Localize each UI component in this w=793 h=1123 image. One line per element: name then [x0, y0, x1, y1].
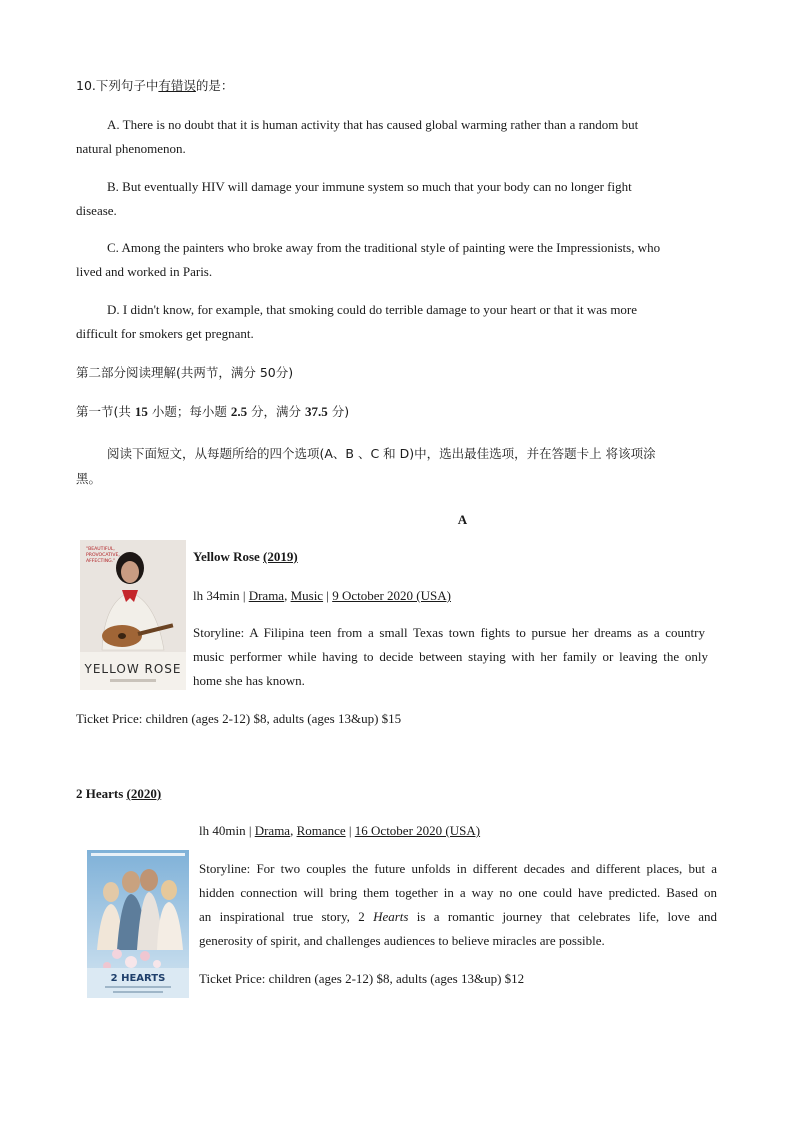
- separator: |: [345, 823, 355, 838]
- section1-heading: [76, 403, 349, 421]
- poster-title: YELLOW ROSE: [84, 662, 182, 676]
- option-b-line1: B. But eventually HIV will damage your immune system so much that your body can no longer fight: [107, 179, 632, 194]
- 2-hearts-poster: [87, 850, 189, 998]
- section1-total: 37.5: [305, 404, 328, 419]
- movie2-release-date[interactable]: 16 October 2020 (USA): [354, 823, 481, 838]
- instruction-line1: 阅读下面短文，从每题所给的四个选项(A、B 、C 和 D)中，选出最佳选项，并在答题卡上 将该项涂: [107, 446, 656, 461]
- storyline-text: an inspirational true story, 2: [199, 909, 374, 924]
- movie2-genre-romance[interactable]: Romance: [296, 823, 346, 838]
- movie2-meta: [199, 822, 480, 840]
- poster-quote-line1: "BEAUTIFUL,: [86, 547, 115, 552]
- movie2-storyline-line3: [199, 908, 717, 926]
- movie2-storyline-line2: hidden connection will bring them together in a way no one could have predicted. Based on: [199, 885, 717, 900]
- movie2-storyline-line1: Storyline: For two couples the future unfolds in different decades and different places, but a: [199, 861, 717, 876]
- section1-text: 分): [327, 404, 350, 419]
- movie1-genre-music[interactable]: Music: [290, 588, 324, 603]
- option-c-line2: lived and worked in Paris.: [76, 264, 213, 279]
- separator: ,: [290, 823, 297, 838]
- poster-quote-line3: AFFECTING.": [86, 559, 116, 564]
- movie1-runtime: lh 34min |: [193, 588, 249, 603]
- movie1-storyline-line1: Storyline: A Filipina teen from a small Texas town fights to pursue her dreams as a country: [193, 625, 705, 640]
- movie1-storyline-line3: home she has known.: [193, 673, 305, 688]
- part2-heading: 第二部分阅读理解(共两节，满分 50分): [76, 365, 294, 380]
- movie2-storyline-line4: generosity of spirit, and challenges audiences to believe miracles are possible.: [199, 933, 605, 948]
- question-prefix: 10.下列句子中: [76, 78, 159, 93]
- movie2-year[interactable]: (2020): [126, 786, 162, 801]
- movie1-ticket-price: Ticket Price: children (ages 2-12) $8, adults (ages 13&up) $15: [76, 711, 402, 726]
- movie1-storyline-line2: music performer while having to decide between staying with her family or leaving the only: [193, 649, 708, 664]
- option-d-line2: difficult for smokers get pregnant.: [76, 326, 254, 341]
- option-d-line1: D. I didn't know, for example, that smoking could do terrible damage to your heart or that it was more: [107, 302, 638, 317]
- storyline-italic-title: Hearts: [373, 909, 409, 924]
- movie2-genre-drama[interactable]: Drama: [254, 823, 291, 838]
- movie2-title: 2 Hearts: [76, 786, 124, 801]
- section1-score: 2.5: [230, 404, 248, 419]
- option-c-line1: C. Among the painters who broke away from the traditional style of painting were the Impressionists, who: [107, 240, 661, 255]
- section1-text: 分，满分: [247, 404, 306, 419]
- movie1-year[interactable]: (2019): [263, 549, 298, 564]
- poster-title: 2 HEARTS: [110, 973, 166, 984]
- option-b-line2: disease.: [76, 203, 117, 218]
- poster-quote-line2: PROVOCATIVE,: [86, 553, 120, 558]
- storyline-text: is a romantic journey that celebrates life, love and: [408, 909, 718, 924]
- movie1-title-line: [193, 548, 298, 566]
- question-emphasis: 有错误: [158, 78, 196, 93]
- instruction-line2: 黑。: [76, 471, 102, 486]
- movie2-ticket-price: Ticket Price: children (ages 2-12) $8, adults (ages 13&up) $12: [199, 971, 525, 986]
- question-suffix: 的是：: [195, 78, 234, 93]
- question-10-stem: [76, 77, 233, 95]
- section1-text: 第一节(共: [76, 404, 135, 419]
- option-a-line2: natural phenomenon.: [76, 141, 186, 156]
- movie1-release-date[interactable]: 9 October 2020 (USA): [332, 588, 451, 603]
- yellow-rose-poster: [80, 540, 186, 690]
- section1-text: 小题；每小题: [147, 404, 231, 419]
- movie1-genre-drama[interactable]: Drama: [248, 588, 285, 603]
- movie2-runtime: lh 40min |: [199, 823, 255, 838]
- section1-count: 15: [134, 404, 148, 419]
- separator: |: [323, 588, 333, 603]
- separator: ,: [284, 588, 291, 603]
- movie1-meta: [193, 587, 451, 605]
- passage-label: A: [457, 512, 468, 527]
- movie1-title: Yellow Rose: [193, 549, 260, 564]
- movie2-title-line: [76, 785, 161, 803]
- option-a-line1: A. There is no doubt that it is human activity that has caused global warming rather than a random but: [107, 117, 639, 132]
